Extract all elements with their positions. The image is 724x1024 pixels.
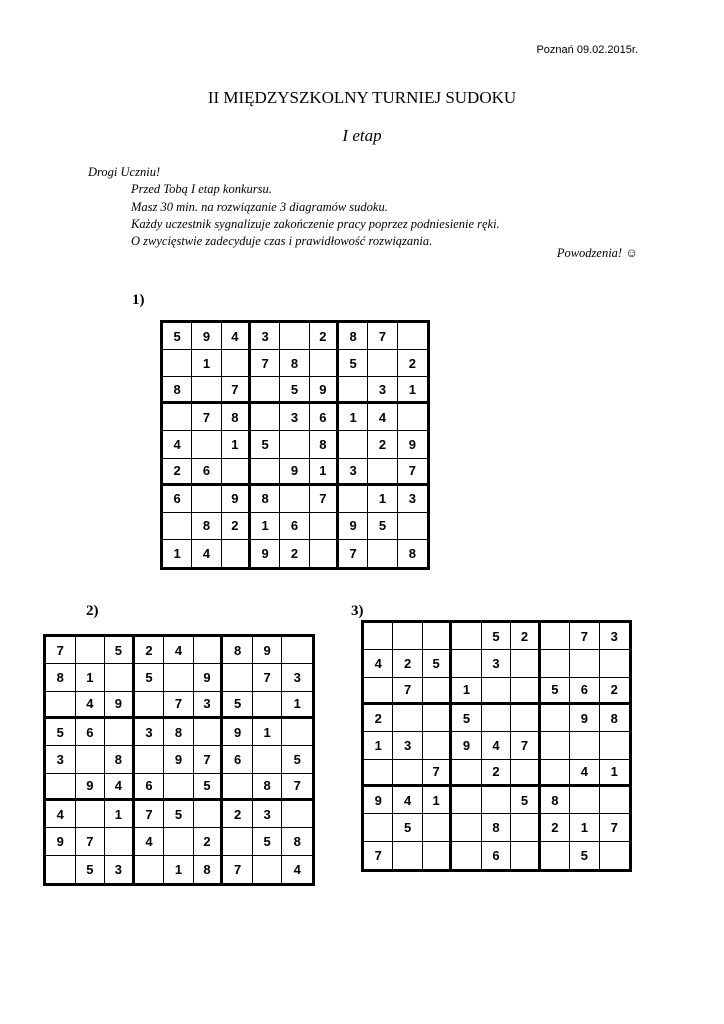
sudoku-cell: 4	[192, 540, 221, 567]
sudoku-cell: 9	[253, 637, 283, 664]
sudoku-cell	[364, 678, 393, 705]
sudoku-cell: 7	[223, 856, 253, 883]
sudoku-cell: 1	[398, 377, 427, 404]
sudoku-cell	[163, 404, 192, 431]
sudoku-cell: 1	[339, 404, 368, 431]
sudoku-cell: 1	[452, 678, 481, 705]
sudoku-cell	[600, 842, 629, 869]
sudoku-cell: 8	[541, 787, 570, 814]
sudoku-grid-2	[43, 634, 315, 886]
sudoku-cell: 1	[310, 459, 339, 486]
sudoku-cell: 7	[339, 540, 368, 567]
sudoku-cell: 5	[541, 678, 570, 705]
sudoku-cell	[482, 678, 511, 705]
sudoku-cell: 3	[253, 801, 283, 828]
sudoku-cell: 4	[46, 801, 76, 828]
sudoku-cell: 3	[280, 404, 309, 431]
sudoku-cell: 8	[222, 404, 251, 431]
sudoku-cell	[511, 760, 540, 787]
letter-line: Każdy uczestnik sygnalizuje zakończenie pracy poprzez podniesienie ręki.	[131, 217, 500, 231]
sudoku-cell	[368, 540, 397, 567]
sudoku-cell: 9	[194, 664, 224, 691]
sudoku-cell	[46, 774, 76, 801]
sudoku-cell	[393, 842, 422, 869]
sudoku-cell: 4	[163, 431, 192, 458]
sudoku-cell: 7	[368, 323, 397, 350]
sudoku-cell	[223, 774, 253, 801]
sudoku-cell	[368, 459, 397, 486]
sudoku-cell	[570, 787, 599, 814]
sudoku-cell	[251, 459, 280, 486]
sudoku-cell: 9	[46, 828, 76, 855]
sudoku-cell: 6	[482, 842, 511, 869]
sudoku-cell	[339, 431, 368, 458]
sudoku-cell: 7	[600, 814, 629, 841]
letter-line: Masz 30 min. na rozwiązanie 3 diagramów sudoku.	[131, 199, 388, 214]
sudoku-cell: 5	[423, 650, 452, 677]
sudoku-cell: 5	[282, 746, 312, 773]
sudoku-cell: 2	[364, 705, 393, 732]
sudoku-cell: 2	[600, 678, 629, 705]
sudoku-cell: 5	[163, 323, 192, 350]
sudoku-cell: 4	[570, 760, 599, 787]
sudoku-cell	[393, 705, 422, 732]
sudoku-cell: 5	[368, 513, 397, 540]
sudoku-cell: 2	[163, 459, 192, 486]
sudoku-cell	[541, 705, 570, 732]
sudoku-cell: 4	[76, 692, 106, 719]
sudoku-cell: 4	[393, 787, 422, 814]
sudoku-cell: 1	[570, 814, 599, 841]
sudoku-cell	[222, 350, 251, 377]
sudoku-cell	[282, 801, 312, 828]
sudoku-cell: 3	[600, 623, 629, 650]
sudoku-cell	[76, 801, 106, 828]
sudoku-cell: 8	[251, 486, 280, 513]
sudoku-cell	[452, 623, 481, 650]
sudoku-cell: 1	[251, 513, 280, 540]
sudoku-cell: 3	[339, 459, 368, 486]
sudoku-cell	[600, 732, 629, 759]
sudoku-cell: 2	[368, 431, 397, 458]
sudoku-cell	[310, 513, 339, 540]
sudoku-cell	[46, 856, 76, 883]
sudoku-cell	[452, 650, 481, 677]
sudoku-cell	[222, 540, 251, 567]
sudoku-cell: 5	[393, 814, 422, 841]
puzzle-3-label: 3)	[351, 603, 364, 619]
sudoku-cell: 5	[570, 842, 599, 869]
sudoku-cell: 1	[192, 350, 221, 377]
sudoku-cell: 3	[251, 323, 280, 350]
sudoku-cell	[452, 760, 481, 787]
sudoku-cell: 2	[511, 623, 540, 650]
sudoku-cell	[164, 774, 194, 801]
sudoku-cell: 9	[398, 431, 427, 458]
page-title: II MIĘDZYSZKOLNY TURNIEJ SUDOKU	[207, 88, 517, 107]
sudoku-cell: 8	[105, 746, 135, 773]
sudoku-cell	[423, 732, 452, 759]
sudoku-cell	[398, 323, 427, 350]
date-location: Poznań 09.02.2015r.	[536, 44, 638, 56]
sudoku-grid-3	[361, 620, 632, 872]
sudoku-cell: 9	[310, 377, 339, 404]
sudoku-cell: 8	[408, 545, 416, 561]
sudoku-cell: 8	[282, 828, 312, 855]
sudoku-cell	[105, 828, 135, 855]
sudoku-cell: 7	[398, 459, 427, 486]
sudoku-cell	[398, 404, 427, 431]
sudoku-cell: 7	[310, 486, 339, 513]
sudoku-cell	[163, 350, 192, 377]
sudoku-cell	[511, 678, 540, 705]
sudoku-cell	[423, 678, 452, 705]
sudoku-cell: 2	[194, 828, 224, 855]
sudoku-cell: 9	[251, 540, 280, 567]
sudoku-cell	[251, 377, 280, 404]
sudoku-cell: 6	[280, 513, 309, 540]
sudoku-cell: 9	[570, 705, 599, 732]
sudoku-cell: 3	[368, 377, 397, 404]
sudoku-cell: 3	[393, 732, 422, 759]
sudoku-cell	[310, 540, 339, 567]
sudoku-cell: 5	[253, 828, 283, 855]
sudoku-cell: 7	[253, 664, 283, 691]
sudoku-cell	[253, 692, 283, 719]
sudoku-cell	[164, 828, 194, 855]
sudoku-cell: 5	[280, 377, 309, 404]
sudoku-cell: 5	[164, 801, 194, 828]
sudoku-cell: 4	[135, 828, 165, 855]
sudoku-cell: 3	[482, 650, 511, 677]
sudoku-cell: 6	[570, 678, 599, 705]
sudoku-cell: 5	[105, 637, 135, 664]
sudoku-cell	[364, 814, 393, 841]
sudoku-cell	[253, 856, 283, 883]
sudoku-cell: 9	[192, 323, 221, 350]
sudoku-cell	[339, 486, 368, 513]
sudoku-cell: 5	[76, 856, 106, 883]
sudoku-cell: 7	[393, 678, 422, 705]
sudoku-cell	[135, 856, 165, 883]
sudoku-cell: 9	[452, 732, 481, 759]
sudoku-cell: 8	[280, 350, 309, 377]
sudoku-cell	[600, 650, 629, 677]
sudoku-cell: 1	[105, 801, 135, 828]
sudoku-cell	[192, 431, 221, 458]
sudoku-cell	[423, 842, 452, 869]
sudoku-cell	[223, 664, 253, 691]
sudoku-cell: 2	[482, 760, 511, 787]
sudoku-cell	[223, 828, 253, 855]
sudoku-cell: 8	[163, 377, 192, 404]
sudoku-cell: 3	[282, 664, 312, 691]
sudoku-cell: 9	[364, 787, 393, 814]
sudoku-cell	[282, 637, 312, 664]
sudoku-cell: 4	[293, 861, 301, 877]
sudoku-cell: 8	[253, 774, 283, 801]
sudoku-cell: 1	[282, 692, 312, 719]
sudoku-cell: 2	[398, 350, 427, 377]
sudoku-cell: 2	[135, 637, 165, 664]
sudoku-cell	[194, 719, 224, 746]
sudoku-cell	[135, 746, 165, 773]
sudoku-cell: 6	[135, 774, 165, 801]
sudoku-cell: 6	[192, 459, 221, 486]
sudoku-cell	[280, 486, 309, 513]
sudoku-cell: 4	[105, 774, 135, 801]
sudoku-cell: 7	[570, 623, 599, 650]
sudoku-cell: 7	[364, 842, 393, 869]
sudoku-cell	[310, 350, 339, 377]
sudoku-cell: 6	[76, 719, 106, 746]
sudoku-cell: 1	[76, 664, 106, 691]
sudoku-cell: 8	[482, 814, 511, 841]
sudoku-cell: 1	[163, 540, 192, 567]
sudoku-cell	[600, 787, 629, 814]
sudoku-cell	[192, 486, 221, 513]
sudoku-cell	[541, 732, 570, 759]
sudoku-cell: 7	[194, 746, 224, 773]
sudoku-cell	[452, 787, 481, 814]
sudoku-cell: 8	[164, 719, 194, 746]
sudoku-cell: 7	[423, 760, 452, 787]
sudoku-cell: 8	[339, 323, 368, 350]
sudoku-cell: 7	[135, 801, 165, 828]
sudoku-cell: 5	[511, 787, 540, 814]
sudoku-cell	[280, 431, 309, 458]
sudoku-cell: 5	[194, 774, 224, 801]
sudoku-cell	[570, 732, 599, 759]
sudoku-cell: 8	[310, 431, 339, 458]
sudoku-cell	[253, 746, 283, 773]
sudoku-cell: 3	[194, 692, 224, 719]
sudoku-cell: 5	[452, 705, 481, 732]
letter-line: Przed Tobą I etap konkursu.	[131, 182, 272, 196]
sudoku-cell	[282, 719, 312, 746]
sudoku-cell: 7	[282, 774, 312, 801]
sudoku-cell: 9	[223, 719, 253, 746]
sudoku-cell: 4	[364, 650, 393, 677]
sudoku-cell	[339, 377, 368, 404]
sudoku-cell	[423, 705, 452, 732]
sudoku-cell	[164, 664, 194, 691]
sudoku-cell: 1	[368, 486, 397, 513]
sudoku-cell	[541, 760, 570, 787]
sudoku-cell: 8	[192, 513, 221, 540]
puzzle-2-label: 2)	[86, 603, 99, 619]
sudoku-cell	[364, 760, 393, 787]
sudoku-cell: 2	[280, 540, 309, 567]
sudoku-cell: 8	[194, 856, 224, 883]
sudoku-cell: 9	[76, 774, 106, 801]
letter-line: O zwycięstwie zadecyduje czas i prawidłowość rozwiązania.	[131, 234, 433, 248]
sudoku-cell: 1	[600, 760, 629, 787]
sudoku-cell: 2	[222, 513, 251, 540]
sudoku-cell: 9	[105, 692, 135, 719]
sudoku-cell	[364, 623, 393, 650]
sudoku-cell: 2	[310, 323, 339, 350]
stage-subtitle: I etap	[342, 126, 382, 145]
sudoku-cell: 2	[541, 814, 570, 841]
sudoku-cell: 3	[46, 746, 76, 773]
sudoku-cell: 9	[339, 513, 368, 540]
sudoku-cell: 2	[223, 801, 253, 828]
sudoku-cell	[105, 664, 135, 691]
sudoku-cell: 1	[222, 431, 251, 458]
sudoku-cell	[105, 719, 135, 746]
sudoku-cell	[135, 692, 165, 719]
sudoku-cell: 8	[223, 637, 253, 664]
sudoku-cell	[192, 377, 221, 404]
sudoku-cell: 5	[482, 623, 511, 650]
sudoku-cell: 4	[368, 404, 397, 431]
sudoku-cell	[46, 692, 76, 719]
sudoku-cell	[482, 787, 511, 814]
sudoku-cell: 7	[511, 732, 540, 759]
sudoku-cell: 5	[46, 719, 76, 746]
sudoku-cell: 9	[280, 459, 309, 486]
letter-closing: Powodzenia! ☺	[556, 246, 638, 260]
sudoku-cell	[76, 637, 106, 664]
sudoku-cell	[194, 637, 224, 664]
sudoku-cell: 9	[222, 486, 251, 513]
sudoku-cell	[194, 801, 224, 828]
sudoku-cell: 7	[76, 828, 106, 855]
sudoku-cell: 7	[192, 404, 221, 431]
sudoku-cell	[570, 650, 599, 677]
sudoku-cell: 5	[223, 692, 253, 719]
sudoku-cell: 1	[423, 787, 452, 814]
sudoku-cell	[511, 842, 540, 869]
sudoku-cell: 5	[339, 350, 368, 377]
sudoku-cell	[511, 650, 540, 677]
sudoku-grid-1	[160, 320, 430, 570]
sudoku-cell: 6	[223, 746, 253, 773]
sudoku-cell	[423, 623, 452, 650]
sudoku-cell: 6	[310, 404, 339, 431]
sudoku-cell: 4	[164, 637, 194, 664]
sudoku-cell: 4	[222, 323, 251, 350]
sudoku-cell	[541, 650, 570, 677]
sudoku-cell	[163, 513, 192, 540]
sudoku-cell: 2	[393, 650, 422, 677]
sudoku-cell	[398, 513, 427, 540]
sudoku-cell: 3	[135, 719, 165, 746]
sudoku-cell: 8	[600, 705, 629, 732]
puzzle-1-label: 1)	[132, 292, 145, 308]
sudoku-cell: 5	[251, 431, 280, 458]
sudoku-cell: 9	[164, 746, 194, 773]
sudoku-cell: 4	[482, 732, 511, 759]
sudoku-cell	[511, 814, 540, 841]
sudoku-cell: 7	[46, 637, 76, 664]
sudoku-cell: 1	[364, 732, 393, 759]
sudoku-cell: 3	[398, 486, 427, 513]
sudoku-cell	[280, 323, 309, 350]
sudoku-cell: 7	[251, 350, 280, 377]
letter-greeting: Drogi Uczniu!	[88, 165, 161, 179]
sudoku-cell	[541, 842, 570, 869]
sudoku-cell	[452, 814, 481, 841]
sudoku-cell: 7	[222, 377, 251, 404]
sudoku-cell	[76, 746, 106, 773]
sudoku-cell: 7	[164, 692, 194, 719]
sudoku-cell: 1	[164, 856, 194, 883]
sudoku-cell	[452, 842, 481, 869]
sudoku-cell: 3	[105, 856, 135, 883]
sudoku-cell: 1	[253, 719, 283, 746]
sudoku-cell: 5	[135, 664, 165, 691]
sudoku-cell: 8	[46, 664, 76, 691]
sudoku-cell	[511, 705, 540, 732]
sudoku-cell	[423, 814, 452, 841]
sudoku-cell	[393, 623, 422, 650]
sudoku-cell	[368, 350, 397, 377]
sudoku-cell	[482, 705, 511, 732]
sudoku-cell	[251, 404, 280, 431]
sudoku-cell	[222, 459, 251, 486]
sudoku-cell	[393, 760, 422, 787]
sudoku-cell: 6	[163, 486, 192, 513]
sudoku-cell	[541, 623, 570, 650]
